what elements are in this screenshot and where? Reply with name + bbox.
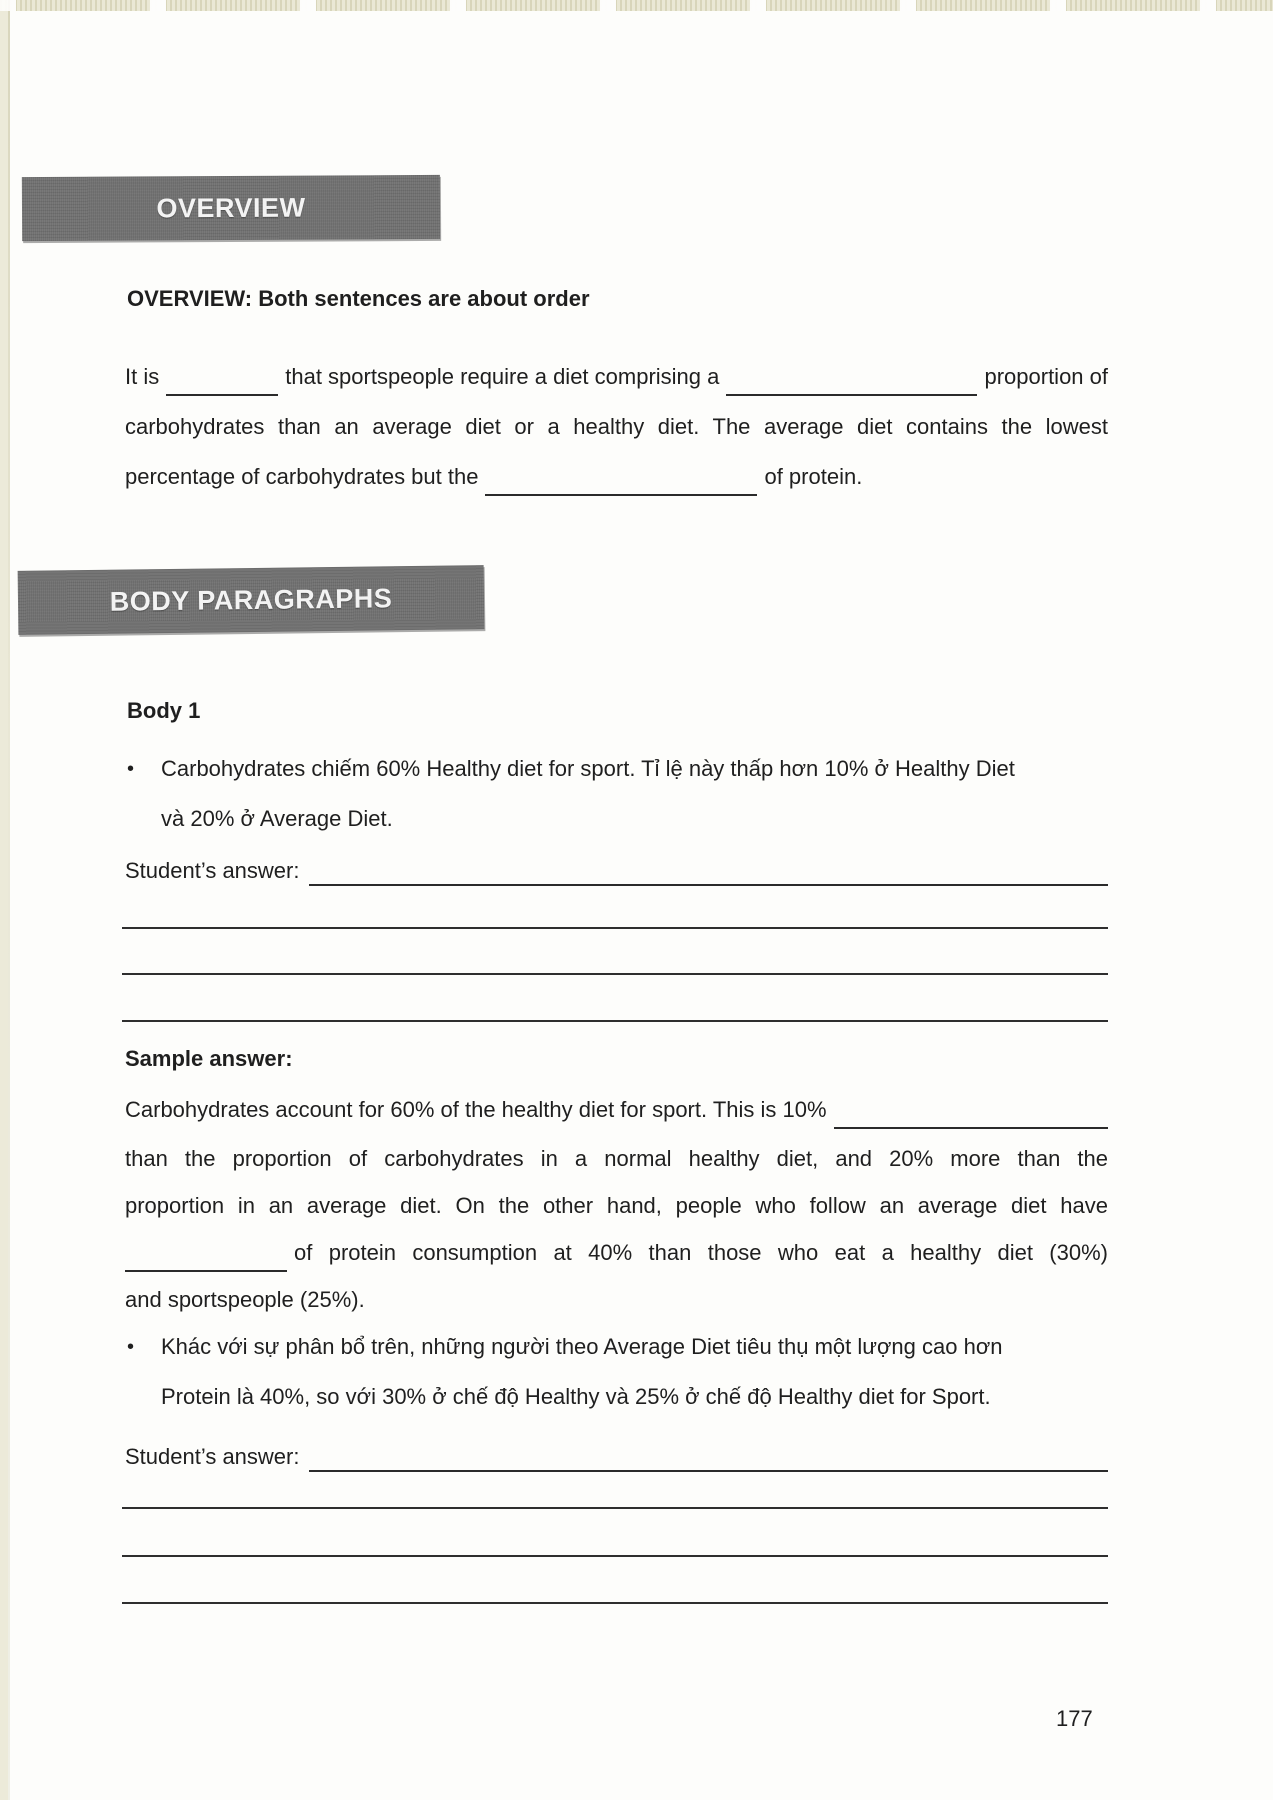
page-edge-shadow <box>8 0 10 1800</box>
sample-text-segment: of protein consumption at 40% than those who eat a healthy diet (30%) <box>294 1240 1108 1265</box>
answer-write-line <box>122 973 1108 975</box>
overview-section-header <box>22 175 440 241</box>
body-paragraphs-section-header <box>18 565 485 635</box>
students-answer-row-2 <box>125 1442 1108 1472</box>
overview-paragraph-line-3 <box>125 452 1108 502</box>
bullet-icon: • <box>127 758 135 780</box>
page-number: 177 <box>1056 1706 1093 1731</box>
students-answer-row-1 <box>125 856 1108 886</box>
fill-in-blank <box>125 1244 287 1272</box>
bullet-item-1 <box>127 744 1112 844</box>
bullet-item-2 <box>127 1322 1112 1422</box>
overview-text-segment: proportion of <box>984 364 1108 389</box>
fill-in-blank <box>834 1101 1108 1129</box>
overview-text-segment: percentage of carbohydrates but the <box>125 464 479 489</box>
bullet2-line-2: Protein là 40%, so với 30% ở chế độ Healthy và 25% ở chế độ Healthy diet for Sport. <box>161 1384 991 1409</box>
fill-in-blank <box>726 368 977 396</box>
overview-subtitle: OVERVIEW: Both sentences are about order <box>127 286 590 311</box>
answer-write-line <box>122 927 1108 929</box>
overview-paragraph-line-2: carbohydrates than an average diet or a healthy diet. The average diet contains the lowest <box>125 414 1108 439</box>
answer-write-line <box>309 856 1108 886</box>
sample-answer-label: Sample answer: <box>125 1046 293 1071</box>
overview-text-segment: of protein. <box>764 464 863 489</box>
bullet-icon: • <box>127 1336 135 1358</box>
answer-write-line <box>122 1555 1108 1557</box>
sample-line-4 <box>125 1229 1108 1276</box>
students-answer-label: Student’s answer: <box>125 858 300 883</box>
answer-write-line <box>122 1020 1108 1022</box>
answer-write-line <box>309 1442 1108 1472</box>
overview-text-segment: It is <box>125 364 160 389</box>
sample-text-segment: and sportspeople (25%). <box>125 1286 365 1312</box>
sample-line-2: than the proportion of carbohydrates in a normal healthy diet, and 20% more than the <box>125 1146 1108 1171</box>
answer-write-line <box>122 1602 1108 1604</box>
bullet1-line-2: và 20% ở Average Diet. <box>161 806 393 831</box>
scan-artifact-strip <box>0 0 1273 11</box>
sample-line-3: proportion in an average diet. On the other hand, people who follow an average diet have <box>125 1193 1108 1218</box>
fill-in-blank <box>166 368 278 396</box>
body-paragraphs-header-label: BODY PARAGRAPHS <box>109 582 393 617</box>
students-answer-label: Student’s answer: <box>125 1444 300 1469</box>
document-page <box>10 0 1273 1800</box>
sample-text-segment: Carbohydrates account for 60% of the healthy diet for sport. This is 10% <box>125 1097 827 1122</box>
overview-paragraph <box>125 352 1108 502</box>
bullet1-line-1: Carbohydrates chiếm 60% Healthy diet for sport. Tỉ lệ này thấp hơn 10% ở Healthy Diet <box>161 756 1015 781</box>
bullet2-line-1: Khác với sự phân bổ trên, những người theo Average Diet tiêu thụ một lượng cao hơn <box>161 1334 1003 1359</box>
overview-paragraph-line-1 <box>125 352 1108 402</box>
body1-title: Body 1 <box>127 698 201 723</box>
sample-line-5 <box>125 1276 1108 1323</box>
overview-header-label: OVERVIEW <box>156 192 306 223</box>
overview-text-segment: that sportspeople require a diet comprising a <box>285 364 720 389</box>
sample-line-1 <box>125 1085 1108 1135</box>
sample-answer-paragraph <box>125 1085 1108 1323</box>
fill-in-blank <box>485 468 757 496</box>
answer-write-line <box>122 1507 1108 1509</box>
